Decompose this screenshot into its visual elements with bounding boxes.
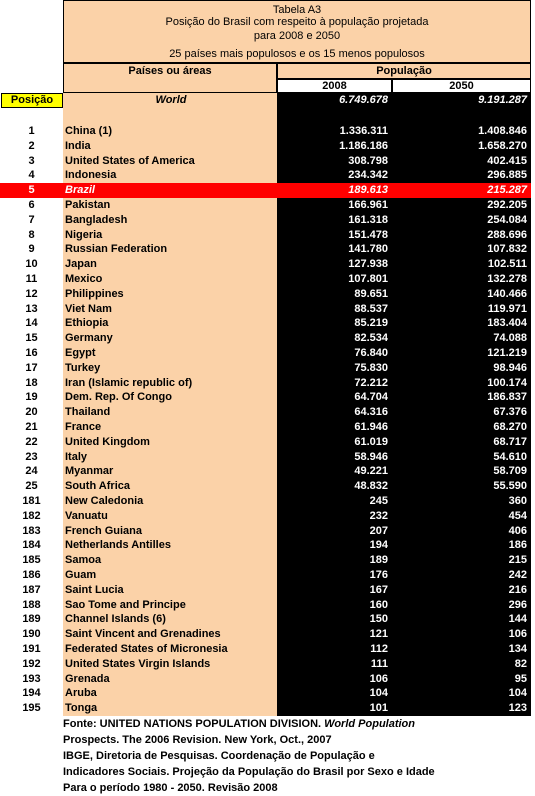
row-pop-2008: 245 [277, 494, 392, 509]
row-pop-2008: 89.651 [277, 287, 392, 302]
row-position: 10 [25, 258, 38, 271]
row-pop-2008: 107.801 [277, 272, 392, 287]
row-pop-2008: 75.830 [277, 361, 392, 376]
row-country: Iran (Islamic republic of) [63, 376, 277, 391]
row-country: Samoa [63, 553, 277, 568]
row-position: 14 [25, 317, 38, 330]
world-2008: 6.749.678 [277, 93, 392, 108]
row-pop-2050: 186 [392, 538, 531, 553]
row-pop-2008: 106 [277, 672, 392, 687]
col-header-population: População [277, 63, 531, 79]
table-row [0, 553, 535, 568]
table-row [0, 583, 535, 598]
row-country: Viet Nam [63, 302, 277, 317]
row-pop-2008: 72.212 [277, 376, 392, 391]
row-position: 13 [25, 302, 38, 315]
row-country: Thailand [63, 405, 277, 420]
row-pop-2050: 121.219 [392, 346, 531, 361]
col-header-2008: 2008 [277, 79, 392, 93]
row-pop-2050: 107.832 [392, 242, 531, 257]
row-pop-2050: 82 [392, 657, 531, 672]
row-position: 195 [22, 702, 41, 715]
row-pop-2050: 186.837 [392, 390, 531, 405]
row-pop-2050: 55.590 [392, 479, 531, 494]
row-position: 184 [22, 539, 41, 552]
row-position: 190 [22, 628, 41, 641]
world-name: World [63, 93, 277, 108]
row-pop-2050: 288.696 [392, 228, 531, 243]
row-pop-2008: 64.704 [277, 390, 392, 405]
row-position: 4 [28, 169, 35, 182]
row-country: Russian Federation [63, 242, 277, 257]
row-pop-2050: 54.610 [392, 450, 531, 465]
row-pop-2008: 166.961 [277, 198, 392, 213]
row-pop-2008: 48.832 [277, 479, 392, 494]
row-country: Nigeria [63, 228, 277, 243]
table-row [0, 642, 535, 657]
row-country: Dem. Rep. Of Congo [63, 390, 277, 405]
row-country: Saint Lucia [63, 583, 277, 598]
row-pop-2050: 95 [392, 672, 531, 687]
row-position: 188 [22, 598, 41, 611]
row-position: 5 [0, 183, 63, 198]
row-position: 18 [25, 376, 38, 389]
row-pop-2008: 1.186.186 [277, 139, 392, 154]
row-position: 25 [25, 480, 38, 493]
row-pop-2050: 67.376 [392, 405, 531, 420]
row-country: Turkey [63, 361, 277, 376]
table-row [0, 568, 535, 583]
table-row [0, 242, 535, 257]
row-pop-2050: 254.084 [392, 213, 531, 228]
row-pop-2008: 194 [277, 538, 392, 553]
table-row [0, 627, 535, 642]
row-pop-2050: 454 [392, 509, 531, 524]
row-pop-2050: 144 [392, 612, 531, 627]
row-position: 17 [25, 361, 38, 374]
row-country: China (1) [63, 124, 277, 139]
row-pop-2050: 104 [392, 686, 531, 701]
row-pop-2008: 64.316 [277, 405, 392, 420]
row-position: 182 [22, 509, 41, 522]
row-position: 192 [22, 657, 41, 670]
table-row [0, 302, 535, 317]
row-pop-2008: 150 [277, 612, 392, 627]
row-country: Channel Islands (6) [63, 612, 277, 627]
row-country: Ethiopia [63, 316, 277, 331]
table-title-line1: Posição do Brasil com respeito à população projetada [165, 16, 429, 28]
row-pop-2050: 296 [392, 598, 531, 613]
table-row [0, 612, 535, 627]
row-position: 2 [28, 139, 35, 152]
row-pop-2008: 234.342 [277, 168, 392, 183]
table-number: Tabela A3 [272, 4, 322, 16]
row-country: United Kingdom [63, 435, 277, 450]
row-position: 3 [28, 154, 35, 167]
row-pop-2050: 402.415 [392, 154, 531, 169]
footer-line4: Indicadores Sociais. Projeção da População do Brasil por Sexo e Idade [63, 766, 435, 778]
row-country: Egypt [63, 346, 277, 361]
row-pop-2008: 151.478 [277, 228, 392, 243]
row-pop-2050: 68.270 [392, 420, 531, 435]
row-country: Netherlands Antilles [63, 538, 277, 553]
row-country: Grenada [63, 672, 277, 687]
row-pop-2050: 406 [392, 524, 531, 539]
table-row [0, 657, 535, 672]
table-row [0, 272, 535, 287]
table-row [0, 701, 535, 716]
row-pop-2050: 215 [392, 553, 531, 568]
spacer-row [0, 108, 535, 124]
row-pop-2008: 111 [277, 657, 392, 672]
row-country: Philippines [63, 287, 277, 302]
table-row [0, 228, 535, 243]
table-row [0, 435, 535, 450]
row-pop-2008: 88.537 [277, 302, 392, 317]
row-pop-2008: 189 [277, 553, 392, 568]
row-pop-2050: 360 [392, 494, 531, 509]
row-country: Guam [63, 568, 277, 583]
row-pop-2050: 242 [392, 568, 531, 583]
row-pop-2050: 68.717 [392, 435, 531, 450]
table-row [0, 361, 535, 376]
row-country: Pakistan [63, 198, 277, 213]
footer-line2: Prospects. The 2006 Revision. New York, Oct., 2007 [63, 734, 332, 746]
row-pop-2050: 140.466 [392, 287, 531, 302]
row-position: 23 [25, 450, 38, 463]
row-pop-2008: 121 [277, 627, 392, 642]
table-row [0, 672, 535, 687]
row-country: Indonesia [63, 168, 277, 183]
table-row [0, 524, 535, 539]
row-position: 193 [22, 672, 41, 685]
row-pop-2008: 308.798 [277, 154, 392, 169]
position-header: Posição [1, 93, 63, 108]
table-row [0, 598, 535, 613]
row-position: 11 [25, 273, 38, 285]
row-position: 9 [28, 243, 35, 256]
row-pop-2008: 101 [277, 701, 392, 716]
table-row-highlighted [0, 183, 535, 198]
row-country: South Africa [63, 479, 277, 494]
row-position: 19 [25, 391, 38, 404]
row-country: Sao Tome and Principe [63, 598, 277, 613]
row-position: 20 [25, 406, 38, 419]
row-pop-2050: 1.408.846 [392, 124, 531, 139]
row-pop-2050: 74.088 [392, 331, 531, 346]
table-row [0, 686, 535, 701]
row-position: 15 [25, 332, 38, 345]
row-country: United States Virgin Islands [63, 657, 277, 672]
row-position: 189 [22, 613, 41, 626]
row-pop-2050: 98.946 [392, 361, 531, 376]
table-row [0, 139, 535, 154]
row-pop-2050: 58.709 [392, 464, 531, 479]
row-position: 1 [28, 125, 35, 137]
table-row [0, 509, 535, 524]
table-row [0, 538, 535, 553]
row-pop-2050: 100.174 [392, 376, 531, 391]
row-position: 21 [25, 421, 38, 433]
row-country: Bangladesh [63, 213, 277, 228]
row-pop-2008: 176 [277, 568, 392, 583]
row-pop-2008: 76.840 [277, 346, 392, 361]
table-row [0, 198, 535, 213]
row-pop-2050: 106 [392, 627, 531, 642]
row-position: 183 [22, 524, 41, 537]
row-position: 187 [22, 583, 41, 596]
row-position: 181 [22, 495, 41, 507]
table-row [0, 376, 535, 391]
table-subtitle: 25 países mais populosos e os 15 menos populosos [169, 48, 425, 60]
table-row [0, 316, 535, 331]
table-row [0, 168, 535, 183]
row-pop-2008: 61.019 [277, 435, 392, 450]
row-pop-2008: 141.780 [277, 242, 392, 257]
row-pop-2050: 296.885 [392, 168, 531, 183]
table-row [0, 154, 535, 169]
row-country: New Caledonia [63, 494, 277, 509]
footer-line1b: World Population [324, 718, 415, 730]
row-pop-2008: 49.221 [277, 464, 392, 479]
col-header-2050: 2050 [392, 79, 531, 93]
footer-line3: IBGE, Diretoria de Pesquisas. Coordenação de População e [63, 750, 375, 762]
row-position: 24 [25, 465, 38, 478]
row-country: Aruba [63, 686, 277, 701]
footer-line1a: Fonte: UNITED NATIONS POPULATION DIVISION. [63, 718, 325, 730]
footer-line5: Para o período 1980 - 2050. Revisão 2008 [63, 782, 278, 794]
row-position: 191 [22, 643, 41, 655]
row-country: United States of America [63, 154, 277, 169]
row-pop-2050: 292.205 [392, 198, 531, 213]
row-country: France [63, 420, 277, 435]
row-pop-2050: 123 [392, 701, 531, 716]
row-pop-2050: 1.658.270 [392, 139, 531, 154]
row-country: Italy [63, 450, 277, 465]
row-pop-2008: 160 [277, 598, 392, 613]
row-pop-2050: 132.278 [392, 272, 531, 287]
row-country: Vanuatu [63, 509, 277, 524]
table-row [0, 479, 535, 494]
row-country: Mexico [63, 272, 277, 287]
row-pop-2008: 232 [277, 509, 392, 524]
row-country: Myanmar [63, 464, 277, 479]
row-pop-2008: 1.336.311 [277, 124, 392, 139]
row-position: 194 [22, 687, 41, 700]
table-row [0, 420, 535, 435]
table-row [0, 287, 535, 302]
row-pop-2050: 216 [392, 583, 531, 598]
row-position: 6 [28, 199, 35, 211]
row-country: Brazil [63, 183, 277, 198]
row-pop-2008: 58.946 [277, 450, 392, 465]
row-pop-2050: 119.971 [392, 302, 531, 317]
footer-source [63, 716, 531, 796]
row-position: 185 [22, 554, 41, 567]
table-row [0, 405, 535, 420]
row-pop-2008: 167 [277, 583, 392, 598]
row-country: French Guiana [63, 524, 277, 539]
table-row [0, 390, 535, 405]
table-row [0, 124, 535, 139]
world-row [0, 93, 535, 108]
row-position: 22 [25, 435, 38, 448]
row-pop-2008: 85.219 [277, 316, 392, 331]
world-2050: 9.191.287 [392, 93, 531, 108]
row-position: 12 [25, 287, 38, 300]
table-row [0, 213, 535, 228]
row-pop-2008: 207 [277, 524, 392, 539]
row-pop-2008: 161.318 [277, 213, 392, 228]
row-pop-2050: 215.287 [392, 183, 531, 198]
row-country: Germany [63, 331, 277, 346]
table-row [0, 331, 535, 346]
row-position: 8 [28, 228, 35, 241]
row-country: Federated States of Micronesia [63, 642, 277, 657]
row-country: Saint Vincent and Grenadines [63, 627, 277, 642]
row-pop-2008: 82.534 [277, 331, 392, 346]
row-country: India [63, 139, 277, 154]
table-row [0, 494, 535, 509]
row-country: Japan [63, 257, 277, 272]
row-pop-2050: 183.404 [392, 316, 531, 331]
col-header-countries: Países ou áreas [63, 63, 277, 93]
row-pop-2008: 112 [277, 642, 392, 657]
row-pop-2008: 189.613 [277, 183, 392, 198]
row-pop-2008: 61.946 [277, 420, 392, 435]
table-row [0, 346, 535, 361]
row-position: 16 [25, 347, 38, 359]
table-row [0, 450, 535, 465]
row-position: 7 [28, 213, 35, 226]
row-country: Tonga [63, 701, 277, 716]
row-position: 186 [22, 569, 41, 581]
table-row [0, 257, 535, 272]
row-pop-2008: 104 [277, 686, 392, 701]
table-title-line2: para 2008 e 2050 [253, 30, 341, 42]
row-pop-2050: 134 [392, 642, 531, 657]
row-pop-2050: 102.511 [392, 257, 531, 272]
table-row [0, 464, 535, 479]
row-pop-2008: 127.938 [277, 257, 392, 272]
